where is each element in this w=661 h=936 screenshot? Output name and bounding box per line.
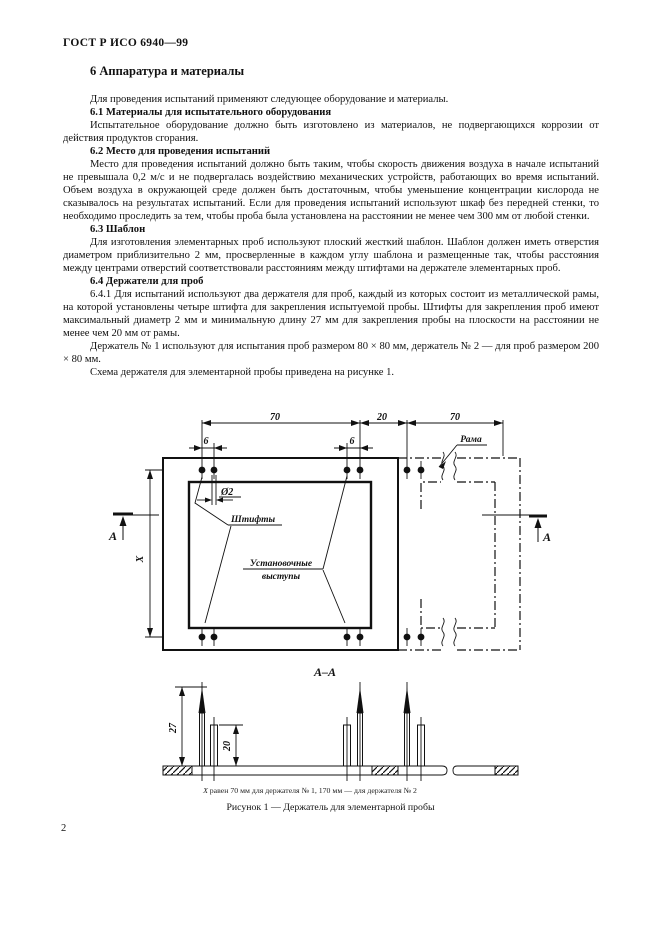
section-view-title: А–А — [313, 665, 337, 679]
svg-text:Штифты: Штифты — [231, 515, 276, 525]
subsection-6-1-title: 6.1 Материалы для испытательного оборудования — [90, 107, 332, 118]
dimension-6-left — [189, 436, 227, 451]
paragraph-6-4-1b: Держатель № 1 используют для испытания проб размером 80 × 80 мм, держатель № 2 — для проб размером 200 × 80 мм. — [63, 341, 599, 365]
dia2-label: Ø2 — [221, 487, 234, 498]
svg-text:A: A — [543, 530, 552, 544]
subsection-6-4-title: 6.4 Держатели для проб — [90, 276, 204, 287]
svg-text:Рама: Рама — [460, 435, 482, 445]
dimension-6-middle — [334, 436, 373, 451]
dimension-20-section — [219, 725, 243, 766]
paragraph-6-1: Испытательное оборудование должно быть изготовлено из материалов, не подвергающихся коррозии от действия продуктов сгорания. — [63, 120, 599, 144]
svg-text:A: A — [109, 529, 118, 543]
svg-text:6: 6 — [349, 436, 355, 447]
footnote-x: X — [203, 786, 208, 795]
label-ustanovochnye-vystupy — [243, 476, 347, 623]
section-view — [163, 665, 518, 781]
svg-text:27: 27 — [168, 723, 179, 733]
phantom-extension — [398, 452, 520, 650]
dim-70-left: 70 — [270, 413, 280, 423]
section-marker-right — [482, 515, 551, 544]
svg-text:20: 20 — [222, 741, 233, 751]
label-rama — [439, 435, 487, 469]
figure-1 — [95, 413, 565, 785]
page-number: 2 — [61, 823, 67, 834]
section-marker-left — [108, 514, 159, 543]
footnote-text: равен 70 мм для держателя № 1, 170 мм — для держателя № 2 — [207, 786, 417, 795]
short-pin — [344, 717, 351, 781]
svg-text:выступы: выступы — [261, 572, 301, 582]
svg-text:6: 6 — [203, 436, 209, 447]
figure-caption: Рисунок 1 — Держатель для элементарной пробы — [226, 802, 435, 813]
figure-footnote — [0, 786, 620, 795]
subsection-6-3-title: 6.3 Шаблон — [90, 224, 146, 235]
dim-20: 20 — [377, 413, 387, 423]
tall-pin — [357, 682, 364, 781]
page-header: ГОСТ Р ИСО 6940—99 — [63, 37, 189, 49]
paragraph-6-4-1c: Схема держателя для элементарной пробы приведена на рисунке 1. — [90, 367, 395, 378]
document-body — [63, 64, 599, 379]
dimension-x — [135, 470, 163, 637]
svg-text:Установочные: Установочные — [249, 559, 313, 569]
tall-pin — [404, 682, 411, 781]
paragraph-intro: Для проведения испытаний применяют следующее оборудование и материалы. — [90, 94, 449, 105]
dim-x-label: X — [135, 555, 146, 563]
short-pin — [211, 717, 218, 781]
holder-technical-drawing — [95, 413, 565, 785]
paragraph-6-3: Для изготовления элементарных проб используют плоский жесткий шаблон. Шаблон должен иметь отверстия диаметром приблизительно 2 мм, просверленные в каждом углу шаблона и размещенные так, чтобы расстояния между центрами отверстий соответствовали расстояниям между штифтами на держателе элементарных проб. — [63, 237, 599, 274]
pin-axis-lines — [202, 461, 421, 646]
dim-70-right: 70 — [450, 413, 460, 423]
frame-section-bar — [163, 766, 518, 775]
section-title: 6 Аппаратура и материалы — [90, 64, 245, 78]
plan-view — [108, 413, 551, 650]
tall-pin — [199, 682, 206, 781]
paragraph-6-2: Место для проведения испытаний должно быть таким, чтобы скорость движения воздуха в начале испытаний не превышала 0,2 м/с и не подвергалась воздействию механических устройств, работающих во время испытаний. Объем воздуха в окружающей среде должен быть достаточным, чтобы уменьшение концентрации кислорода не сказывалось на результатах испытаний. Если для проведения испытаний используют шкаф без передней стенки, то необходимо проследить за тем, чтобы проба была установлена на расстоянии не менее чем 300 мм от любой стенки. — [63, 159, 599, 222]
short-pin — [418, 717, 425, 781]
dimension-dia2 — [197, 475, 241, 505]
frame-outline — [163, 458, 398, 650]
paragraph-6-4-1: 6.4.1 Для испытаний используют два держателя для проб, каждый из которых состоит из металлической рамы, на которой установлены четыре штифта для закрепления испытуемой пробы. Штифты для закрепления проб имеют максимальный диаметр 2 мм и минимальную длину 27 мм для закрепления пробы на плоскости на расстоянии не менее чем 20 мм от рамы. — [63, 289, 599, 339]
subsection-6-2-title: 6.2 Место для проведения испытаний — [90, 146, 271, 157]
